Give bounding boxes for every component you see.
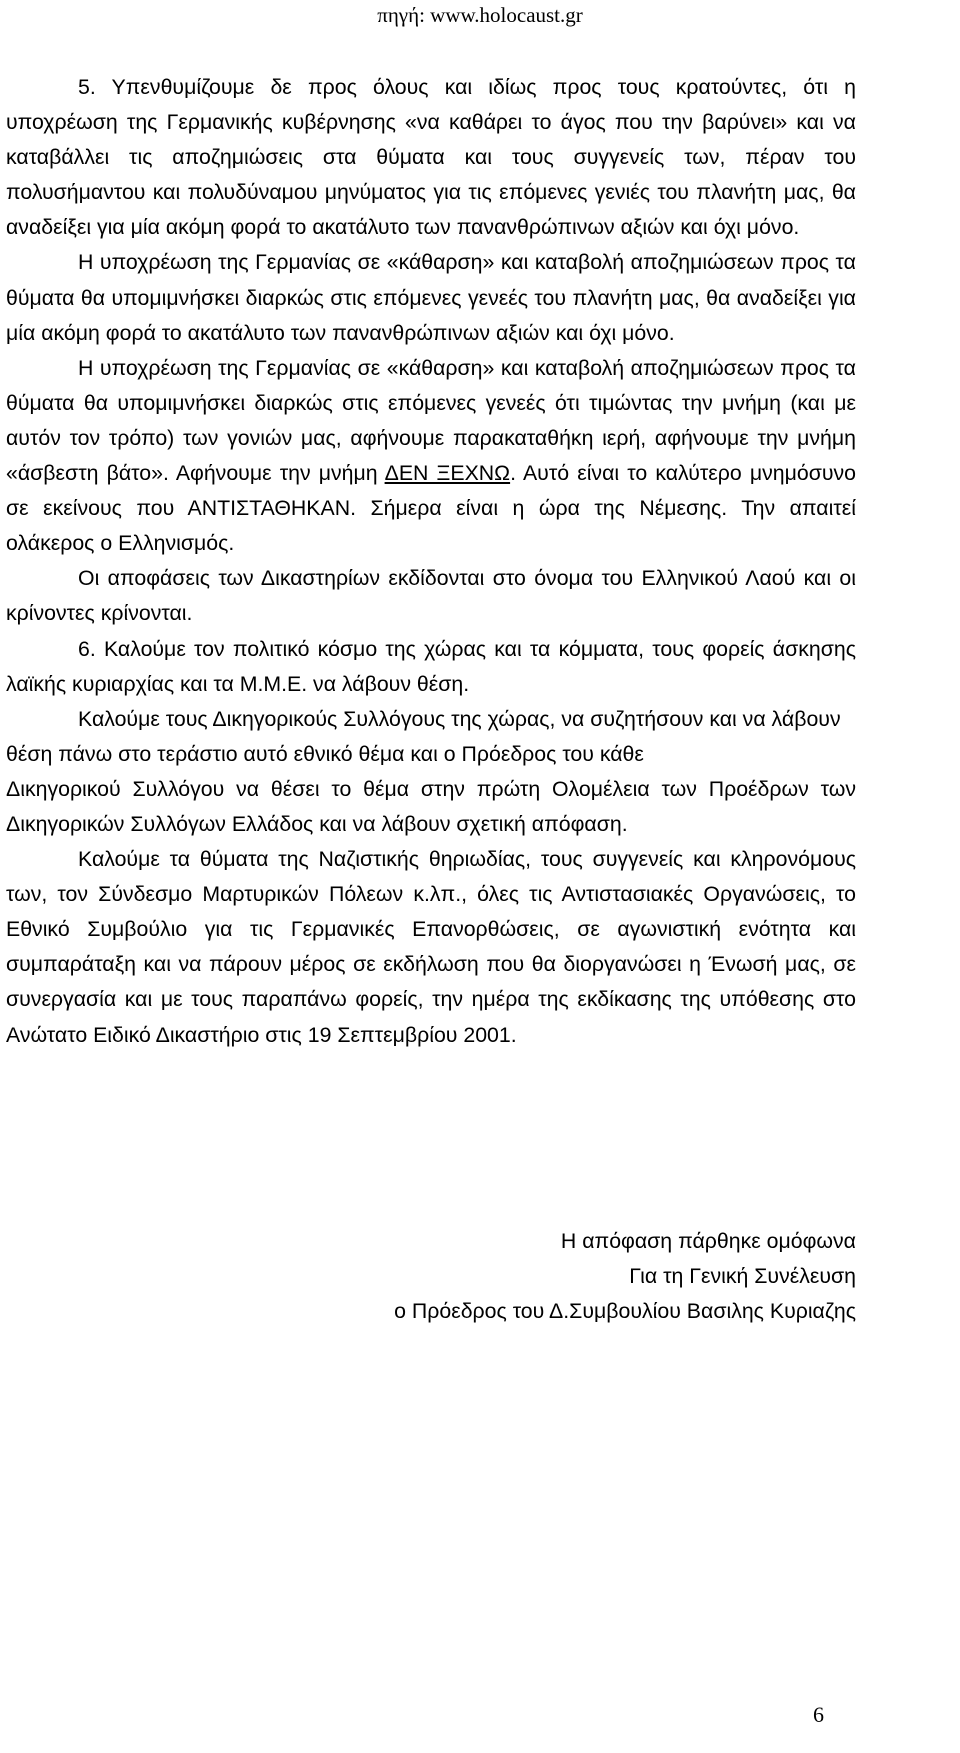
source-header: πηγή: www.holocaust.gr [377, 3, 583, 27]
underlined-phrase: ΔΕΝ ΞΕΧΝΩ [384, 461, 511, 486]
document-body [6, 70, 856, 1053]
page-number: 6 [813, 1702, 824, 1727]
paragraph-5-intro: 5. Υπενθυμίζουμε δε προς όλους και ιδίως προς τους κρατούντες, ότι η υποχρέωση της Γερμανικής κυβέρνησης «να καθάρει το άγος που την βαρύνει» και να καταβάλλει τις αποζημιώσεις στα θύματα και τους συγγενείς των, πέραν του πολυσήμαντου και πολυδύναμου μηνύματος για τις επόμενες γενιές του πλανήτη μας, θα αναδείξει για μία ακόμη φορά το ακατάλυτο των πανανθρώπινων αξιών και όχι μόνο. [6, 75, 856, 240]
paragraph-6-politics: 6. Καλούμε τον πολιτικό κόσμο της χώρας και τα κόμματα, τους φορείς άσκησης λαϊκής κυριαρχίας και τα Μ.Μ.Ε. να λάβουν θέση. [6, 636, 856, 696]
signature-assembly: Για τη Γενική Συνέλευση [629, 1264, 856, 1289]
signature-block [394, 1224, 856, 1329]
signature-decision: Η απόφαση πάρθηκε ομόφωνα [560, 1229, 856, 1253]
paragraph-memory-text-a: Η υποχρέωση της Γερμανίας σε «κάθαρση» και καταβολή αποζημιώσεων προς τα θύματα θα υπομιμνήσκει διαρκώς στις επόμενες γενεές ότι τιμώντας την μνήμη (και με αυτόν τον τρόπο) των γονιών μας, αφήνουμε παρακαταθήκη ιερή, αφήνουμε την μνήμη «άσβεστη βάτο». Αφήνουμε την μνήμη [6, 355, 856, 486]
paragraph-victims-call: Καλούμε τα θύματα της Ναζιστικής θηριωδίας, τους συγγενείς και κληρονόμους των, τον Σύνδεσμο Μαρτυρικών Πόλεων κ.λπ., όλες τις Αντιστασιακές Οργανώσεις, το Εθνικό Συμβούλιο για τις Γερμανικές Επανορθώσεις, σε αγωνιστική ενότητα και συμπαράταξη και να πάρουν μέρος σε εκδήλωση που θα διοργανώσει η Ένωσή μας, σε συνεργασία και με τους παραπάνω φορείς, την ημέρα της εκδίκασης της υπόθεσης στο Ανώτατο Ειδικό Δικαστήριο στις 19 Σεπτεμβρίου 2001. [6, 847, 856, 1047]
paragraph-memory [6, 351, 856, 562]
paragraph-germany-obligation: Η υποχρέωση της Γερμανίας σε «κάθαρση» και καταβολή αποζημιώσεων προς τα θύματα θα υπομιμνήσκει διαρκώς στις επόμενες γενεές του πλανήτη μας, θα αναδείξει για μία ακόμη φορά το ακατάλυτο των πανανθρώπινων αξιών και όχι μόνο. [6, 250, 856, 345]
paragraph-bar-president: Δικηγορικού Συλλόγου να θέσει το θέμα στην πρώτη Ολομέλεια των Προέδρων των Δικηγορικών Συλλόγων Ελλάδος και να λάβουν σχετική απόφαση. [6, 776, 856, 836]
paragraph-memory-text-b: . Αυτό είναι το καλύτερο μνημόσυνο σε εκείνους που ΑΝΤΙΣΤΑΘΗΚΑΝ. Σήμερα είναι η ώρα της Νέμεσης. Την απαιτεί ολάκερος ο Ελληνισμός. [6, 461, 856, 556]
paragraph-bar-associations: Καλούμε τους Δικηγορικούς Συλλόγους της χώρας, να συζητήσουν και να λάβουν θέση πάνω στο τεράστιο αυτό εθνικό θέμα και ο Πρόεδρος του κάθε [6, 706, 841, 766]
paragraph-courts: Οι αποφάσεις των Δικαστηρίων εκδίδονται στο όνομα του Ελληνικού Λαού και οι κρίνοντες κρίνονται. [6, 566, 856, 626]
signature-president: ο Πρόεδρος του Δ.Συμβουλίου Βασιλης Κυριαζης [394, 1299, 856, 1324]
